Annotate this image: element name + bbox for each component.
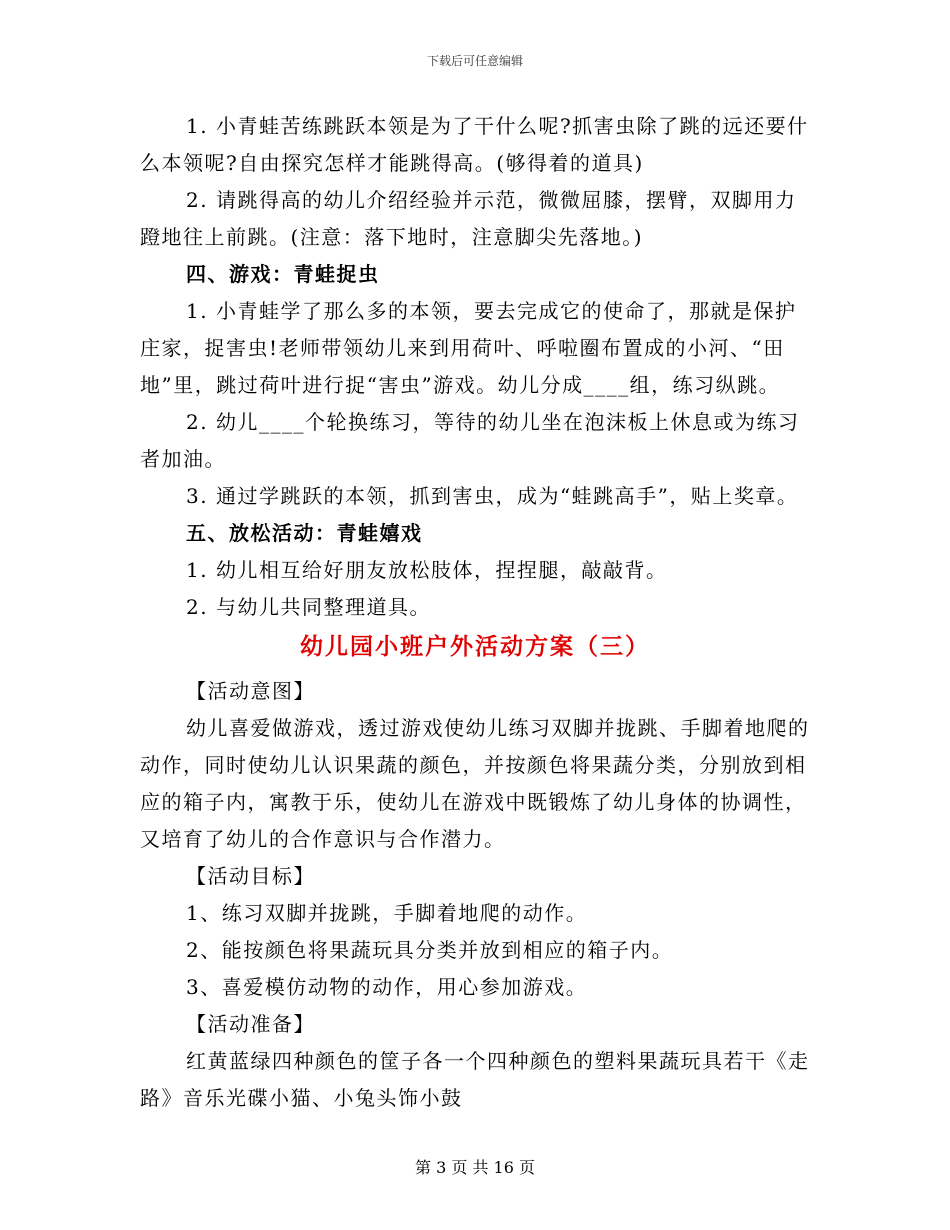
- list-item: 3、喜爱模仿动物的动作，用心参加游戏。: [186, 975, 588, 999]
- paragraph: 1. 小青蛙苦练跳跃本领是为了干什么呢?抓害虫除了跳的远还要什么本领呢?自由探究怎样才能跳得高。(够得着的道具): [140, 114, 809, 175]
- page-header: 下载后可任意编辑: [426, 54, 523, 68]
- section-label: 【活动准备】: [186, 1012, 315, 1036]
- paragraph: 红黄蓝绿四种颜色的筐子各一个四种颜色的塑料果蔬玩具若干《走路》音乐光碟小猫、小兔头饰小鼓: [140, 1049, 810, 1110]
- paragraph: 2. 幼儿____个轮换练习，等待的幼儿坐在泡沫板上休息或为练习者加油。: [140, 410, 800, 471]
- list-item: 2、能按颜色将果蔬玩具分类并放到相应的箱子内。: [186, 938, 674, 962]
- paragraph: 2. 与幼儿共同整理道具。: [186, 595, 431, 619]
- section-label: 【活动目标】: [186, 864, 315, 888]
- document-body-bottom: [140, 673, 810, 1117]
- page-footer: 第 3 页 共 16 页: [415, 1158, 535, 1177]
- paragraph: 3. 通过学跳跃的本领，抓到害虫，成为“蛙跳高手”，贴上奖章。: [186, 484, 799, 508]
- paragraph: 2. 请跳得高的幼儿介绍经验并示范，微微屈膝，摆臂，双脚用力蹬地往上前跳。(注意：落下地时，注意脚尖先落地。): [140, 188, 797, 249]
- section-label: 【活动意图】: [186, 679, 315, 703]
- section-heading: 四、游戏：青蛙捉虫: [186, 262, 380, 286]
- paragraph: 1. 小青蛙学了那么多的本领，要去完成它的使命了，那就是保护庄家，捉害虫!老师带领幼儿来到用荷叶、呼啦圈布置成的小河、“田地”里，跳过荷叶进行捉“害虫”游戏。幼儿分成____组，练习纵跳。: [140, 299, 797, 397]
- document-title: 幼儿园小班户外活动方案（三）: [300, 633, 650, 660]
- document-body-top: [140, 108, 810, 626]
- section-heading: 五、放松活动：青蛙嬉戏: [186, 521, 423, 545]
- list-item: 1、练习双脚并拢跳，手脚着地爬的动作。: [186, 901, 588, 925]
- paragraph: 幼儿喜爱做游戏，透过游戏使幼儿练习双脚并拢跳、手脚着地爬的动作，同时使幼儿认识果蔬的颜色，并按颜色将果蔬分类，分别放到相应的箱子内，寓教于乐，使幼儿在游戏中既锻炼了幼儿身体的协调性，又培育了幼儿的合作意识与合作潜力。: [140, 716, 810, 851]
- paragraph: 1. 幼儿相互给好朋友放松肢体，捏捏腿，敲敲背。: [186, 558, 668, 582]
